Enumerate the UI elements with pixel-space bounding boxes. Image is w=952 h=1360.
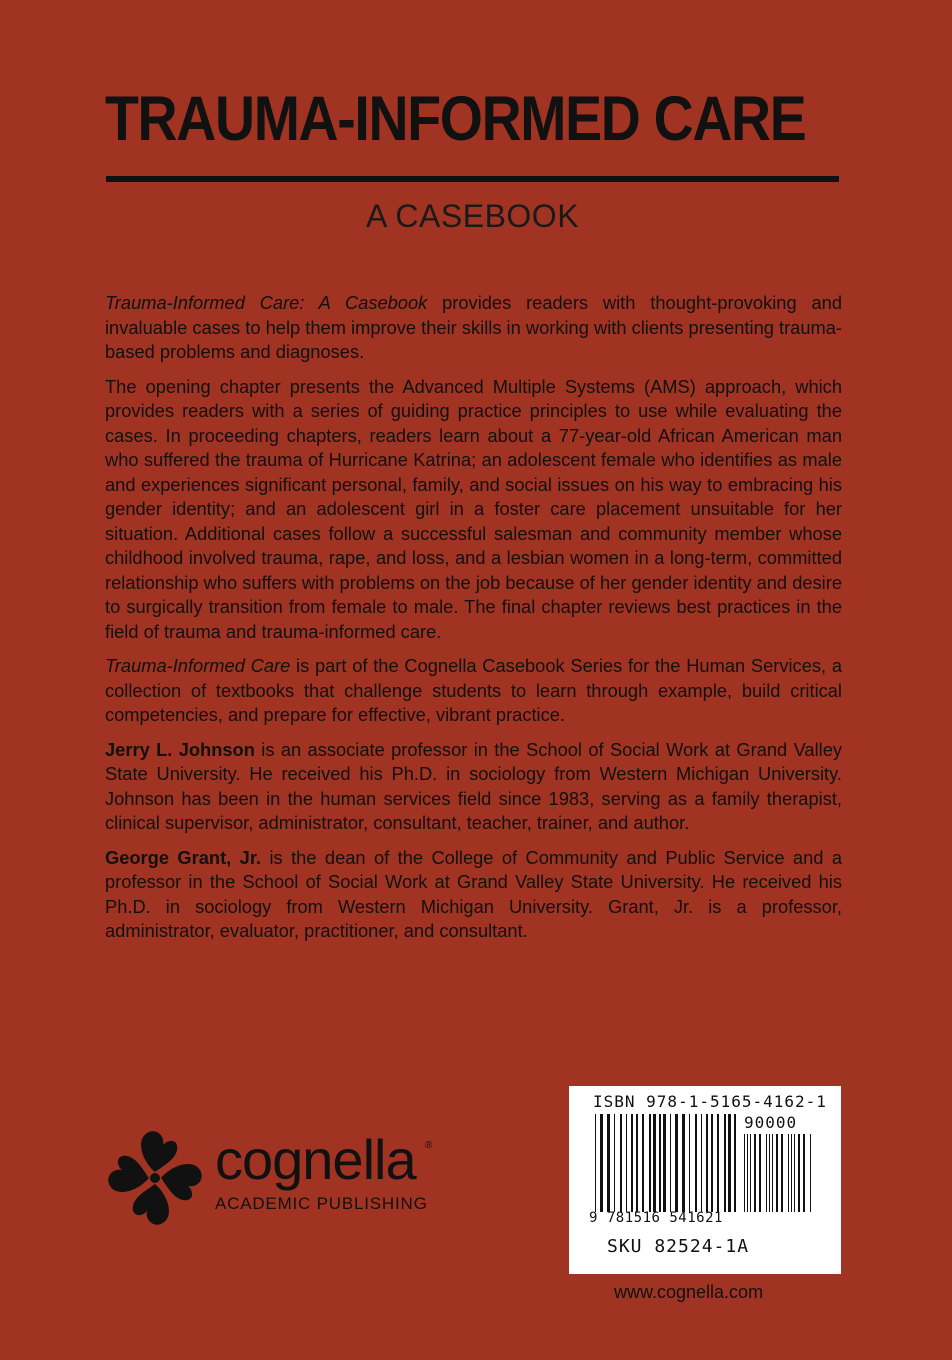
description-text: provides readers with thought-provoking and invaluable cases to help them improve their skills in working with clients presenting trauma-based problems and diagnoses.	[105, 292, 842, 362]
publisher-wordmark: cognella	[215, 1128, 416, 1191]
publisher-tagline: ACADEMIC PUBLISHING	[215, 1194, 428, 1213]
barcode-bar	[798, 1134, 800, 1212]
barcode-bar	[744, 1134, 745, 1212]
barcode-bar	[788, 1134, 789, 1212]
barcode-bar	[595, 1114, 596, 1212]
author-bio-text: is an associate professor in the School of Social Work at Grand Valley State University. He received his Ph.D. in sociology from Western Michigan University. Johnson has been in the human services field since 1983, serving as a family therapist, clinical supervisor, administrator, consultant, teacher, trainer, and author.	[105, 738, 843, 833]
barcode-bar	[649, 1114, 651, 1212]
description-paragraph-1	[105, 291, 842, 365]
barcode-bar	[754, 1134, 756, 1212]
barcode-bar	[631, 1114, 633, 1212]
barcode-bar	[759, 1134, 761, 1212]
barcode-bar	[734, 1114, 736, 1212]
flower-logo-icon	[105, 1128, 205, 1228]
sku-text: SKU 82524-1A	[607, 1236, 750, 1257]
barcode-bar	[701, 1114, 702, 1212]
barcode-bar	[600, 1114, 603, 1212]
barcode-bar	[791, 1134, 792, 1212]
description-text: is part of the Cognella Casebook Series for the Human Services, a collection of textbooks that challenge students to learn through example, build critical competencies, and prepare for effective, vibrant practice.	[105, 655, 843, 725]
barcode-bar	[711, 1114, 713, 1212]
barcode-bar	[747, 1134, 748, 1212]
description-paragraph-2: The opening chapter presents the Advanced Multiple Systems (AMS) approach, which provides readers with a series of guiding practice principles to use while evaluating the cases. In proceeding chapters, readers learn about a 77-year-old African American man who suffered the trauma of Hurricane Katrina; an adolescent female who identifies as male and experiences significant personal, family, and social issues on his way to embracing his gender identity; and an adolescent girl in a foster care placement unsuitable for her situation. Additional cases follow a successful salesman and community member whose childhood involved trauma, rape, and loss, and a lesbian women in a long-term, committed relationship who suffers with problems on the job because of her gender identity and desire to surgically transition from female to male. The final chapter reviews best practices in the field of trauma and trauma-informed care.	[105, 375, 842, 642]
barcode-bar	[675, 1114, 678, 1212]
barcode-label	[569, 1086, 841, 1274]
barcode-bar	[614, 1114, 615, 1212]
author-bio-1	[105, 738, 842, 836]
barcode-bar	[642, 1114, 644, 1212]
ean-barcode	[595, 1114, 737, 1212]
registered-mark: ®	[425, 1140, 433, 1151]
barcode-bar	[772, 1134, 773, 1212]
book-title-italic: Trauma-Informed Care: A Casebook	[105, 292, 428, 313]
barcode-bar	[717, 1114, 719, 1212]
barcode-bar	[794, 1134, 795, 1212]
author-bio-text: is the dean of the College of Community and Public Service and a professor in the School of Social Work at Grand Valley State University. He received his Ph.D. in sociology from Western Michigan University. Grant, Jr. is a professor, administrator, evaluator, practitioner, and consultant.	[105, 846, 842, 941]
barcode-bar	[776, 1134, 778, 1212]
book-title: TRAUMA-INFORMED CARE	[105, 84, 806, 154]
barcode-bar	[636, 1114, 638, 1212]
barcode-bar	[620, 1114, 622, 1212]
barcode-bar	[781, 1134, 783, 1212]
barcode-bar	[810, 1134, 811, 1212]
barcode-bar	[689, 1114, 690, 1212]
addon-barcode	[744, 1134, 814, 1212]
barcode-bar	[706, 1114, 708, 1212]
barcode-bar	[750, 1134, 751, 1212]
barcode-bar	[659, 1114, 661, 1212]
publisher-url[interactable]: www.cognella.com	[614, 1282, 764, 1302]
book-subtitle: A CASEBOOK	[365, 198, 580, 234]
description-body	[105, 291, 842, 954]
barcode-bar	[626, 1114, 627, 1212]
barcode-bar	[607, 1114, 610, 1212]
author-name: Jerry L. Johnson	[105, 738, 255, 760]
barcode-number: 9 781516 541621	[589, 1210, 723, 1226]
title-divider	[106, 176, 839, 182]
barcode-bar	[769, 1134, 770, 1212]
barcode-bar	[766, 1134, 767, 1212]
author-name: George Grant, Jr.	[105, 846, 262, 868]
description-paragraph-3	[105, 654, 842, 728]
author-bio-2	[105, 846, 842, 944]
barcode-bar	[728, 1114, 731, 1212]
barcode-bar	[724, 1114, 726, 1212]
price-addon-text: 90000	[744, 1113, 798, 1132]
publisher-logo	[105, 1128, 445, 1233]
barcode-bar	[663, 1114, 666, 1212]
barcode-bar	[653, 1114, 656, 1212]
book-title-italic: Trauma-Informed Care	[105, 655, 291, 676]
isbn-text: ISBN 978-1-5165-4162-1	[593, 1092, 827, 1111]
barcode-bar	[670, 1114, 671, 1212]
barcode-bar	[695, 1114, 697, 1212]
barcode-bar	[803, 1134, 805, 1212]
barcode-bar	[682, 1114, 685, 1212]
